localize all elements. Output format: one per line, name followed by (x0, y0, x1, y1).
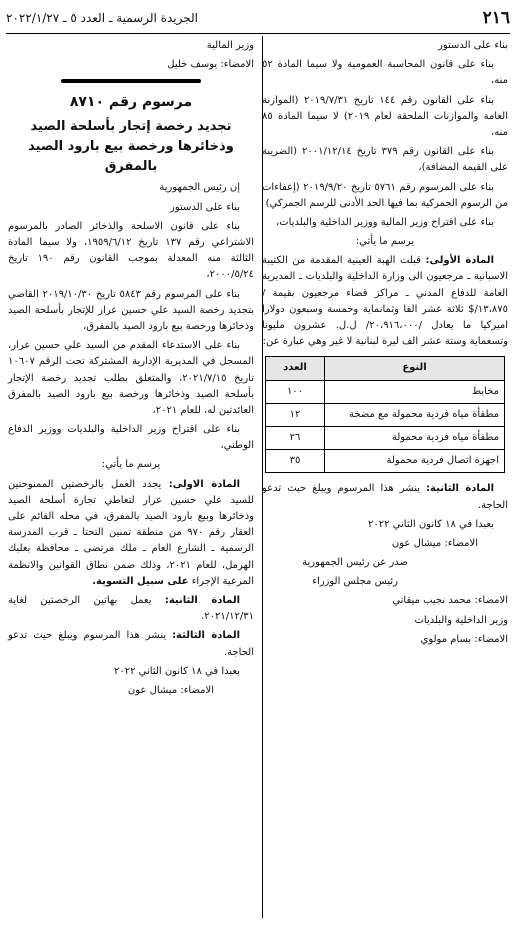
intro-line: بناء على الدستور (438, 40, 508, 51)
article-2-text: ينشر هذا المرسوم ويبلغ حيث تدعو الحاجة. (262, 483, 508, 511)
basis-paragraph: بناء على المرسوم رقم ٥٨٤٣ تاريخ ٢٠١٩/١٠/٣٠ القاضي بتجديد رخصة السيد علي حسين عرار للإتجار بأسلحة الصيد وذخائرها ورخصة بيع بارود الصيد بالمفرق، (8, 288, 254, 332)
finance-minister-title: وزير المالية (206, 40, 254, 51)
article-2 (8, 593, 254, 625)
item-count: ٢٦ (266, 426, 325, 449)
intro-line: بناء على المرسوم رقم ٥٧٦١ تاريخ ٢٠١٩/٩/٢٠ (إعفاءات من الرسوم الجمركية بما فيها الحد الأدنى للرسم الجمركي) (262, 181, 508, 209)
gazette-issue-title: الجريدة الرسمية ـ العدد ٥ ـ ٢٠٢٢/١/٢٧ (6, 11, 198, 25)
president-signature: الامضاء: ميشال عون (391, 537, 478, 549)
item-type: مخابط (325, 380, 505, 403)
basis-paragraph: بناء على الاستدعاء المقدم من السيد علي حسين عرار، المسجل في المديرية الإدارية المشتركة تحت الرقم ١٠٦٠٧ تاريخ ٢٠٢١/٧/١٥، والمتعلق بطلب تجديد رخصة الإتجار بأسلحة الصيد وذخائرها ورخصة بيع بارود الصيد بالمفرق العائدتين له، للعام ٢٠٢١، (8, 340, 254, 416)
article-1-text: يجدد العمل بالرخصتين الممنوحتين للسيد علي حسين عرار لتعاطي تجارة أسلحة الصيد وذخائرها وبيع بارود الصيد بالمفرق، في محله القائم على العقار رقم ٩٧٠ من منطقة تمنين التحتا ـ قرب المدرسة الرسمية ـ الشارع العام ـ ملك مرتضى ـ محافظة بعلبك الهرمل، للعام ٢٠٢١، وذلك ضمن نطاق القوانين والانظمة المرعية الإجراء (8, 478, 254, 587)
finance-minister-signature: الامضاء: يوسف خليل (167, 59, 254, 71)
right-column (262, 38, 508, 651)
basis-paragraph: بناء على قانون الاسلحة والذخائر الصادر بالمرسوم الاشتراعي رقم ١٣٧ تاريخ ١٩٥٩/٦/١٢، ولا سيما المادة الثالثة منه المعدلة بموجب القانون رقم ١٩٠ تاريخ ٢٠٠٠/٥/٢٤، (8, 220, 254, 281)
left-column (8, 38, 254, 702)
item-type: مطفأة مياه فردية محمولة (325, 426, 505, 449)
article-1 (8, 477, 254, 590)
item-count: ٣٥ (266, 450, 325, 473)
table-row (266, 403, 505, 426)
header-rule (6, 33, 510, 34)
intro-line: بناء على القانون رقم ٣٧٩ تاريخ ٢٠٠١/١٢/١٤ (الضريبة على القيمة المضافة)، (262, 146, 508, 174)
constitution-line: بناء على الدستور (170, 201, 240, 213)
pm-title: رئيس مجلس الوزراء (312, 576, 398, 588)
president-line: إن رئيس الجمهورية (159, 182, 240, 194)
article-1 (262, 253, 508, 350)
article-3 (8, 628, 254, 660)
table-row (266, 426, 505, 449)
minister-title: وزير الداخلية والبلديات (414, 614, 508, 626)
article-3-label: المادة الثالثة: (172, 630, 240, 642)
minister-signature: الامضاء: بسام مولوي (420, 633, 508, 645)
decree-title: تجديد رخصة إتجار بأسلحة الصيد وذخائرها ورخصة بيع بارود الصيد بالمفرق (28, 119, 234, 175)
page-header (6, 4, 510, 32)
table-row (266, 450, 505, 473)
article-2-text: يعمل بهاتين الرخصتين لغاية ٢٠٢١/١٢/٣١. (8, 594, 254, 623)
decrees-line: يرسم ما يأتي: (355, 236, 415, 248)
intro-line: بناء على قانون المحاسبة العمومية ولا سيما المادة ٥٢ منه، (262, 59, 508, 87)
article-1-tail: على سبيل التسوية. (92, 575, 189, 587)
article-1-label: المادة الأولى: (425, 255, 494, 267)
article-1-text: قبلت الهبة العينية المقدمة من الكتيبة الاسبانية ـ مرجعيون الى وزارة الداخلية والبلديات ـ المديرية العامة للدفاع المدني ـ مراكز قضاء مرجعيون بقيمة /١٣،٨٧٥/$ ثلاثة عشر الفا وثمانماية وخمسة وسبعون دولارا اميركيا ما يعادل /٢٠،٩١٦،٠٠٠/ ل.ل. عشرون مليونا وتسعماية وستة عشر الف ليرة لبنانية لا غير وهي عبارة عن: (262, 255, 508, 348)
page-number: ٢١٦ (482, 8, 510, 28)
article-2-label: المادة الثانية: (164, 594, 240, 606)
article-1-label: المادة الاولى: (168, 478, 241, 490)
signing-date: بعبدا في ١٨ كانون الثاني ٢٠٢٢ (367, 518, 494, 530)
donation-table (265, 356, 505, 473)
item-count: ١٠٠ (266, 380, 325, 403)
decrees-line: يرسم ما يأتي: (101, 459, 161, 471)
issued-by: صدر عن رئيس الجمهورية (302, 557, 408, 569)
item-count: ١٢ (266, 403, 325, 426)
decree-number: مرسوم رقم ٨٧١٠ (69, 94, 193, 111)
intro-line: بناء على اقتراح وزير المالية ووزير الداخلية والبلديات، (276, 216, 494, 228)
table-header-row (266, 357, 505, 380)
president-signature: الامضاء: ميشال عون (127, 684, 214, 696)
intro-line: بناء على القانون رقم ١٤٤ تاريخ ٢٠١٩/٧/٣١ (الموازنة العامة والموازنات الملحقة لعام ٢٠١٩) لا سيما المادة ٨٥ منه، (262, 94, 509, 138)
article-3-text: ينشر هذا المرسوم ويبلغ حيث تدعو الحاجة. (8, 630, 254, 658)
col-header-count: العدد (266, 357, 325, 380)
col-header-type: النوع (325, 357, 505, 380)
section-separator (61, 79, 201, 83)
article-2-label: المادة الثانية: (426, 483, 494, 495)
signing-date: بعبدا في ١٨ كانون الثاني ٢٠٢٢ (113, 665, 240, 677)
item-type: مطفأة مياه فردية محمولة مع مضخة (325, 403, 505, 426)
item-type: اجهزة اتصال فردية محمولة (325, 450, 505, 473)
article-2 (262, 481, 508, 513)
pm-signature: الامضاء: محمد نجيب ميقاتي (392, 595, 508, 607)
table-row (266, 380, 505, 403)
basis-paragraph: بناء على اقتراح وزير الداخلية والبلديات ووزير الدفاع الوطني، (8, 424, 254, 452)
